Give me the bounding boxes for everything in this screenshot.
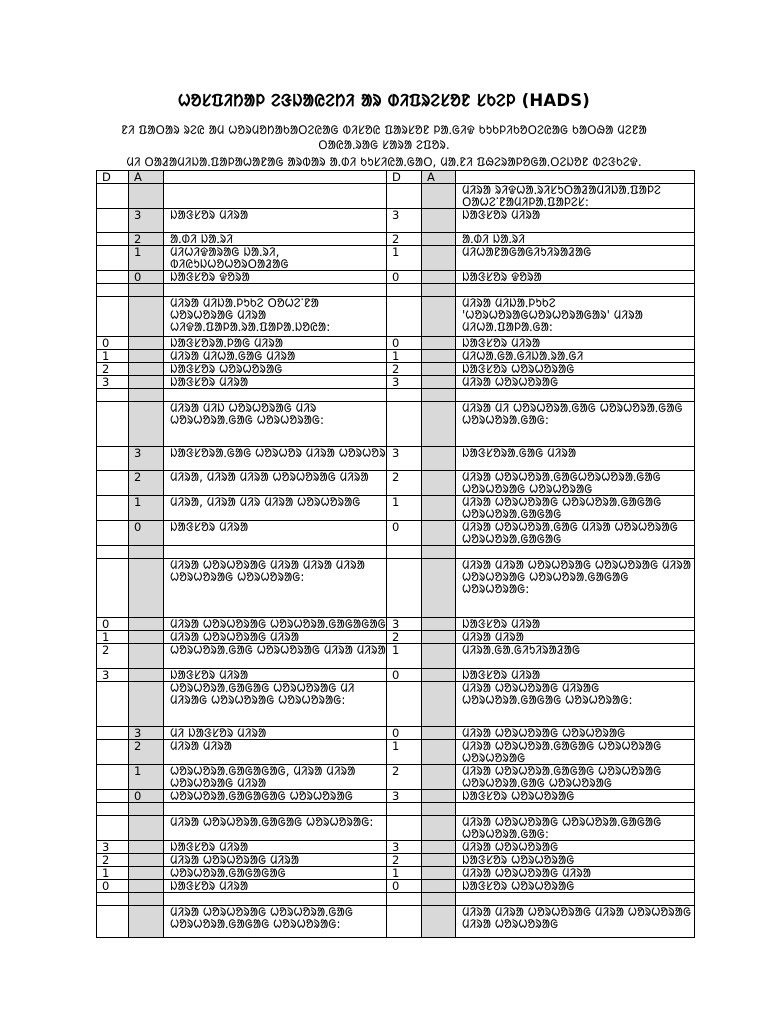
anxiety-score-right bbox=[422, 867, 456, 880]
depression-score-right: 0 bbox=[387, 727, 422, 740]
anxiety-score-right bbox=[422, 669, 456, 682]
anxiety-score-left bbox=[129, 816, 164, 841]
anxiety-score-right bbox=[422, 546, 456, 559]
depression-score-right: 3 bbox=[387, 376, 422, 389]
table-row bbox=[97, 644, 695, 669]
table-row bbox=[97, 841, 695, 854]
depression-score-left: 0 bbox=[97, 618, 129, 631]
anxiety-score-left bbox=[129, 402, 164, 447]
depression-score-left bbox=[97, 297, 129, 337]
table-row bbox=[97, 727, 695, 740]
item-text-left: ᱦᱚᱨᱦᱚᱨᱟᱹᱜᱟᱜᱟᱜ ᱦᱚᱨᱦᱚᱨᱟᱜ ᱢᱤ ᱢᱤᱨᱟᱜ ᱦᱚᱨᱦᱚᱨᱟᱜ ᱦᱚᱨᱦᱚᱨᱟᱜ: bbox=[164, 682, 387, 727]
anxiety-score-right bbox=[422, 644, 456, 669]
item-text-right: ᱡᱟᱝᱥᱚᱨ ᱢᱤᱨᱟ bbox=[456, 669, 695, 682]
anxiety-score-left: 3 bbox=[129, 727, 164, 740]
anxiety-score-right bbox=[422, 350, 456, 363]
item-text-left bbox=[164, 893, 387, 906]
depression-score-left: 1 bbox=[97, 350, 129, 363]
item-text-left: ᱡᱟᱝᱥᱚᱨ ᱢᱤᱨᱟ bbox=[164, 209, 387, 233]
item-text-left: ᱦᱚᱨᱦᱚᱨᱟᱹᱜᱟᱜ ᱦᱚᱨᱦᱚᱨᱟᱜ ᱢᱤᱨᱟ ᱢᱤᱨᱟ bbox=[164, 644, 387, 669]
depression-score-right: 1 bbox=[387, 740, 422, 765]
anxiety-score-left bbox=[129, 867, 164, 880]
table-row bbox=[97, 209, 695, 233]
anxiety-score-left: 2 bbox=[129, 233, 164, 246]
depression-score-left bbox=[97, 447, 129, 471]
anxiety-score-left bbox=[129, 284, 164, 297]
item-text-right: ᱢᱤᱨᱟ ᱢᱤᱨᱟ bbox=[456, 631, 695, 644]
column-header-a: A bbox=[422, 171, 456, 184]
depression-score-left bbox=[97, 682, 129, 727]
item-text-right: ᱢᱤᱨᱟ ᱦᱚᱨᱦᱚᱨᱟᱹᱜᱟᱜ ᱢᱤᱨᱟ ᱦᱚᱨᱦᱚᱨᱟᱜ ᱦᱚᱨᱦᱚᱨᱟᱹᱜᱟᱜᱟᱜ bbox=[456, 521, 695, 546]
table-row bbox=[97, 376, 695, 389]
item-text-right: ᱢᱤᱨᱟᱹᱜᱟᱹᱜᱤᱩᱤᱨᱟᱲᱟᱜ bbox=[456, 644, 695, 669]
anxiety-score-left: 3 bbox=[129, 209, 164, 233]
anxiety-score-right bbox=[422, 337, 456, 350]
anxiety-score-left bbox=[129, 880, 164, 893]
table-row bbox=[97, 350, 695, 363]
anxiety-score-right bbox=[422, 271, 456, 284]
depression-score-left bbox=[97, 209, 129, 233]
item-text-left: ᱢᱤᱨᱟ ᱢᱤᱦᱟᱹᱜᱟᱜ ᱢᱤᱨᱟ bbox=[164, 350, 387, 363]
depression-score-right: 1 bbox=[387, 867, 422, 880]
item-text-left: ᱡᱟᱝᱥᱚᱨ ᱦᱚᱨᱦᱚᱨᱟᱜ bbox=[164, 363, 387, 376]
depression-score-right bbox=[387, 682, 422, 727]
item-text-left: ᱡᱟᱝᱥᱚᱨ ᱢᱤᱨᱟ bbox=[164, 669, 387, 682]
anxiety-score-right bbox=[422, 521, 456, 546]
anxiety-score-left bbox=[129, 559, 164, 618]
depression-score-left bbox=[97, 740, 129, 765]
depression-score-left bbox=[97, 233, 129, 246]
table-row bbox=[97, 233, 695, 246]
anxiety-score-left: 2 bbox=[129, 740, 164, 765]
item-text-left: ᱟᱹᱰᱤ ᱡᱟᱹᱨᱤ bbox=[164, 233, 387, 246]
anxiety-score-right bbox=[422, 631, 456, 644]
anxiety-score-left bbox=[129, 854, 164, 867]
item-text-left: ᱢᱤᱨᱟ ᱦᱚᱨᱦᱚᱨᱟᱜ ᱦᱚᱨᱦᱚᱨᱟᱹᱜᱟᱜᱟᱜᱟᱜ bbox=[164, 618, 387, 631]
depression-score-right: 2 bbox=[387, 854, 422, 867]
depression-score-right bbox=[387, 546, 422, 559]
item-text-right: ᱢᱤᱨᱟ ᱦᱚᱨᱦᱚᱨᱟᱹᱜᱟᱜᱟᱜ ᱦᱚᱨᱦᱚᱨᱟᱜ ᱦᱚᱨᱦᱚᱨᱟᱹᱜᱟᱜ ᱦᱚᱨᱦᱚᱨᱟᱜ bbox=[456, 765, 695, 790]
column-header-blank bbox=[164, 171, 387, 184]
table-row bbox=[97, 389, 695, 402]
depression-score-right: 1 bbox=[387, 496, 422, 521]
item-text-left: ᱢᱤᱦᱤᱫᱟᱨᱟᱜ ᱡᱟᱹᱨᱤ, ᱵᱤᱭᱩᱡᱦᱚᱦᱚᱨᱛᱟᱲᱟᱜ bbox=[164, 246, 387, 271]
table-row bbox=[97, 447, 695, 471]
table-row bbox=[97, 271, 695, 284]
depression-score-right: 0 bbox=[387, 521, 422, 546]
anxiety-score-right bbox=[422, 765, 456, 790]
anxiety-score-right bbox=[422, 376, 456, 389]
item-text-left: ᱡᱟᱝᱥᱚᱨᱟᱹᱞᱟᱜ ᱢᱤᱨᱟ bbox=[164, 337, 387, 350]
anxiety-score-left: 1 bbox=[129, 765, 164, 790]
depression-score-left bbox=[97, 471, 129, 496]
depression-score-right: 3 bbox=[387, 841, 422, 854]
item-text-left bbox=[164, 803, 387, 816]
depression-score-right bbox=[387, 389, 422, 402]
item-text-right: ᱡᱟᱝᱥᱚᱨᱟᱹᱜᱟᱜ ᱢᱤᱨᱟ bbox=[456, 447, 695, 471]
table-row bbox=[97, 631, 695, 644]
depression-score-right: 2 bbox=[387, 363, 422, 376]
anxiety-score-left: 1 bbox=[129, 496, 164, 521]
depression-score-left bbox=[97, 906, 129, 938]
anxiety-score-right bbox=[422, 284, 456, 297]
depression-score-left bbox=[97, 184, 129, 209]
anxiety-score-left bbox=[129, 803, 164, 816]
item-text-right bbox=[456, 893, 695, 906]
item-text-left: ᱢᱤᱨᱟ ᱢᱤᱨᱟ bbox=[164, 740, 387, 765]
item-text-left: ᱢᱤᱨᱟ, ᱢᱤᱨᱟ ᱢᱤᱨ ᱢᱤᱨᱟ ᱦᱚᱨᱦᱚᱨᱟᱜ bbox=[164, 496, 387, 521]
page-title: ᱦᱚᱥᱯᱤᱴᱟᱞ ᱮᱝᱡᱟᱭᱮᱴᱤ ᱟᱨ ᱰᱤᱯᱨᱮᱥᱚᱱ ᱥᱠᱮᱞ (HADS) bbox=[177, 91, 591, 110]
anxiety-score-right bbox=[422, 618, 456, 631]
column-header-d: D bbox=[387, 171, 422, 184]
column-header-blank bbox=[456, 171, 695, 184]
item-text-right: ᱡᱟᱝᱥᱚᱨ ᱢᱤᱨᱟ bbox=[456, 337, 695, 350]
item-text-right: ᱢᱤᱨᱟ ᱢᱤᱨᱟ ᱦᱚᱨᱦᱚᱨᱟᱜ ᱦᱚᱨᱦᱚᱨᱟᱜ ᱢᱤᱨᱟ ᱦᱚᱨᱦᱚᱨᱟᱜ ᱦᱚᱨᱦᱚᱨᱟᱹᱜᱟᱜᱟᱜ ᱦᱚᱨᱦᱚᱨᱟᱜ: bbox=[456, 559, 695, 618]
anxiety-score-right bbox=[422, 246, 456, 271]
anxiety-score-right bbox=[422, 297, 456, 337]
anxiety-score-right bbox=[422, 790, 456, 803]
item-text-right: ᱡᱟᱝᱥᱚᱨ ᱦᱚᱨᱦᱚᱨᱟᱜ bbox=[456, 790, 695, 803]
item-text-left: ᱡᱟᱝᱥᱚᱨ ᱢᱤᱨᱟ bbox=[164, 880, 387, 893]
depression-score-left bbox=[97, 803, 129, 816]
anxiety-score-right bbox=[422, 803, 456, 816]
item-text-right: ᱡᱟᱝᱥᱚᱨ ᱢᱤᱨᱟ bbox=[456, 209, 695, 233]
table-row bbox=[97, 471, 695, 496]
item-text-right: ᱢᱤᱨᱟ ᱦᱚᱨᱦᱚᱨᱟᱜ ᱢᱤᱨᱟᱜ ᱦᱚᱨᱦᱚᱨᱟᱹᱜᱟᱜᱟᱜ ᱦᱚᱨᱦᱚᱨᱟᱜ: bbox=[456, 682, 695, 727]
depression-score-left: 3 bbox=[97, 376, 129, 389]
item-text-left: ᱡᱟᱝᱥᱚᱨ ᱫᱚᱨᱟ bbox=[164, 271, 387, 284]
table-row bbox=[97, 867, 695, 880]
depression-score-left: 0 bbox=[97, 880, 129, 893]
depression-score-right bbox=[387, 816, 422, 841]
anxiety-score-left: 2 bbox=[129, 471, 164, 496]
table-row bbox=[97, 816, 695, 841]
anxiety-score-left bbox=[129, 184, 164, 209]
item-text-right: ᱢᱤᱨᱟ ᱦᱚᱨᱦᱚᱨᱟᱜ bbox=[456, 376, 695, 389]
table-row bbox=[97, 790, 695, 803]
depression-score-right bbox=[387, 803, 422, 816]
item-text-right: ᱡᱟᱝᱥᱚᱨ ᱫᱚᱨᱟ bbox=[456, 271, 695, 284]
table-row bbox=[97, 297, 695, 337]
depression-score-right bbox=[387, 184, 422, 209]
item-text-right: ᱢᱤᱨᱟ ᱦᱚᱨᱦᱚᱨᱟᱜ ᱢᱤᱨᱟ bbox=[456, 867, 695, 880]
depression-score-right bbox=[387, 906, 422, 938]
item-text-left: ᱢᱤ ᱡᱟᱝᱥᱚᱨ ᱢᱤᱨᱟ bbox=[164, 727, 387, 740]
anxiety-score-right bbox=[422, 740, 456, 765]
item-text-right: ᱟᱹᱰᱤ ᱡᱟᱹᱨᱤ bbox=[456, 233, 695, 246]
anxiety-score-left bbox=[129, 297, 164, 337]
item-text-right: ᱢᱤᱦᱟᱹᱜᱟᱹᱜᱤᱡᱟᱹᱨᱟᱹᱜᱤ bbox=[456, 350, 695, 363]
depression-score-left bbox=[97, 246, 129, 271]
item-text-right bbox=[456, 389, 695, 402]
table-row bbox=[97, 284, 695, 297]
table-row bbox=[97, 337, 695, 350]
item-text-left: ᱢᱤᱨᱟ ᱦᱚᱨᱦᱚᱨᱟᱜ ᱦᱚᱨᱦᱚᱨᱟᱹᱜᱟᱜ ᱦᱚᱨᱦᱚᱨᱟᱹᱜᱟᱜᱟᱜ ᱦᱚᱨᱦᱚᱨᱟᱜ: bbox=[164, 906, 387, 938]
item-text-right bbox=[456, 546, 695, 559]
depression-score-right: 0 bbox=[387, 880, 422, 893]
table-row bbox=[97, 682, 695, 727]
depression-score-left: 1 bbox=[97, 631, 129, 644]
anxiety-score-right bbox=[422, 559, 456, 618]
depression-score-right: 2 bbox=[387, 233, 422, 246]
anxiety-score-left bbox=[129, 893, 164, 906]
item-text-right: ᱢᱤᱦᱟᱱᱟᱜᱟᱜᱤᱩᱤᱨᱟᱲᱟᱜ bbox=[456, 246, 695, 271]
table-row bbox=[97, 246, 695, 271]
anxiety-score-left bbox=[129, 376, 164, 389]
anxiety-score-left bbox=[129, 546, 164, 559]
table-row bbox=[97, 184, 695, 209]
item-text-left: ᱢᱤᱨᱟ, ᱢᱤᱨᱟ ᱢᱤᱨᱟ ᱦᱚᱨᱦᱚᱨᱟᱜ ᱢᱤᱨᱟ bbox=[164, 471, 387, 496]
anxiety-score-left: 1 bbox=[129, 246, 164, 271]
item-text-left bbox=[164, 184, 387, 209]
table-row bbox=[97, 765, 695, 790]
anxiety-score-right bbox=[422, 880, 456, 893]
depression-score-right: 2 bbox=[387, 471, 422, 496]
item-text-left: ᱦᱚᱨᱦᱚᱨᱟᱹᱜᱟᱜᱟᱜᱟᱜ bbox=[164, 867, 387, 880]
item-text-left: ᱢᱤᱨᱟ ᱢᱤᱡ ᱦᱚᱨᱦᱚᱨᱟᱜ ᱢᱤᱨ ᱦᱚᱨᱦᱚᱨᱟᱹᱜᱟᱜ ᱦᱚᱨᱦᱚᱨᱟᱜ: bbox=[164, 402, 387, 447]
table-row bbox=[97, 546, 695, 559]
item-text-right: ᱡᱟᱝᱥᱚᱨ ᱢᱤᱨᱟ bbox=[456, 618, 695, 631]
item-text-left: ᱢᱤᱨᱟ ᱦᱚᱨᱦᱚᱨᱟᱜ ᱢᱤᱨᱟ ᱢᱤᱨᱟ ᱢᱤᱨᱟ ᱦᱚᱨᱦᱚᱨᱟᱜ ᱦᱚᱨᱦᱚᱨᱟᱜ: bbox=[164, 559, 387, 618]
depression-score-left bbox=[97, 893, 129, 906]
anxiety-score-right bbox=[422, 471, 456, 496]
item-text-right: ᱡᱟᱝᱥᱚᱨ ᱦᱚᱨᱦᱚᱨᱟᱜ bbox=[456, 854, 695, 867]
item-text-right: ᱢᱤᱨᱟ ᱦᱚᱨᱦᱚᱨᱟᱜ ᱦᱚᱨᱦᱚᱨᱟᱹᱜᱟᱜᱟᱜ ᱦᱚᱨᱦᱚᱨᱟᱹᱜᱟᱜᱟᱜ bbox=[456, 496, 695, 521]
table-row bbox=[97, 521, 695, 546]
anxiety-score-left bbox=[129, 631, 164, 644]
item-text-left: ᱡᱟᱝᱥᱚᱨᱟᱹᱜᱟᱜ ᱦᱚᱨᱦᱚᱨ ᱢᱤᱨᱟ ᱦᱚᱨᱦᱚᱨ bbox=[164, 447, 387, 471]
item-text-right: ᱢᱤᱨᱟ ᱨᱤᱫᱦᱟᱹᱨᱤᱥᱩᱛᱟᱲᱟᱢᱤᱡᱟᱹᱯᱟᱞᱮ ᱛᱟᱦᱮᱸᱱᱟᱢᱤᱞᱟᱹᱯᱟᱞᱮᱥ: bbox=[456, 184, 695, 209]
hads-questionnaire-table bbox=[96, 170, 695, 938]
depression-score-right: 1 bbox=[387, 246, 422, 271]
instructions-line-2: ᱢᱤ ᱛᱟᱲᱟᱢᱤᱡᱟᱹᱯᱟᱞᱟᱦᱟᱱᱟᱜ ᱟᱨᱵᱟᱨ ᱟᱹᱰᱤ ᱠᱩᱥᱤᱭᱟᱹᱜᱟᱛ, ᱢᱟᱹᱱᱤ ᱯᱷᱮᱨᱟᱞᱚᱜᱟᱹᱛᱮᱡᱚᱱ ᱵᱮᱝᱠᱮᱫ. bbox=[126, 155, 642, 169]
anxiety-score-right bbox=[422, 389, 456, 402]
anxiety-score-right bbox=[422, 682, 456, 727]
table-row bbox=[97, 854, 695, 867]
depression-score-right: 0 bbox=[387, 669, 422, 682]
depression-score-left bbox=[97, 790, 129, 803]
item-text-right: ᱢᱤᱨᱟ ᱢᱤᱨᱟ ᱦᱚᱨᱦᱚᱨᱟᱜ ᱢᱤᱨᱟ ᱦᱚᱨᱦᱚᱨᱟᱜ ᱢᱤᱨᱟ ᱦᱚᱨᱦᱚᱨᱟᱜ bbox=[456, 906, 695, 938]
table-row bbox=[97, 880, 695, 893]
table-row bbox=[97, 496, 695, 521]
item-text-left: ᱢᱤᱨᱟ ᱢᱤᱡᱟᱹᱞᱩᱠᱮ ᱛᱚᱦᱮᱸᱱᱟ ᱦᱚᱨᱦᱚᱨᱟᱜ ᱢᱤᱨᱟ ᱦᱤᱫᱟᱹᱯᱟᱞᱟᱹᱨᱟᱹᱯᱟᱞᱟᱹᱡᱚᱭᱟ: bbox=[164, 297, 387, 337]
anxiety-score-right bbox=[422, 841, 456, 854]
anxiety-score-left: 0 bbox=[129, 521, 164, 546]
anxiety-score-right bbox=[422, 184, 456, 209]
item-text-left bbox=[164, 284, 387, 297]
depression-score-right bbox=[387, 559, 422, 618]
depression-score-right: 3 bbox=[387, 790, 422, 803]
depression-score-left bbox=[97, 727, 129, 740]
anxiety-score-left bbox=[129, 644, 164, 669]
table-row bbox=[97, 740, 695, 765]
table-row bbox=[97, 906, 695, 938]
item-text-left: ᱢᱤᱨᱟ ᱦᱚᱨᱦᱚᱨᱟᱜ ᱢᱤᱨᱟ bbox=[164, 854, 387, 867]
table-row bbox=[97, 803, 695, 816]
depression-score-right: 1 bbox=[387, 350, 422, 363]
depression-score-left bbox=[97, 521, 129, 546]
depression-score-left: 2 bbox=[97, 644, 129, 669]
depression-score-right: 2 bbox=[387, 631, 422, 644]
depression-score-left bbox=[97, 765, 129, 790]
depression-score-left: 2 bbox=[97, 363, 129, 376]
depression-score-right: 3 bbox=[387, 618, 422, 631]
depression-score-left bbox=[97, 271, 129, 284]
anxiety-score-right bbox=[422, 209, 456, 233]
depression-score-left bbox=[97, 402, 129, 447]
depression-score-right bbox=[387, 402, 422, 447]
item-text-left: ᱢᱤᱨᱟ ᱦᱚᱨᱦᱚᱨᱟᱹᱜᱟᱜᱟᱜ ᱦᱚᱨᱦᱚᱨᱟᱜ: bbox=[164, 816, 387, 841]
depression-score-left: 2 bbox=[97, 854, 129, 867]
depression-score-right: 1 bbox=[387, 644, 422, 669]
anxiety-score-right bbox=[422, 402, 456, 447]
depression-score-left: 3 bbox=[97, 841, 129, 854]
anxiety-score-right bbox=[422, 854, 456, 867]
anxiety-score-left bbox=[129, 350, 164, 363]
item-text-right: ᱢᱤᱨᱟ ᱦᱚᱨᱦᱚᱨᱟᱹᱜᱟᱜᱦᱚᱨᱦᱚᱨᱟᱹᱜᱟᱜ ᱦᱚᱨᱦᱚᱨᱟᱜ ᱦᱚᱨᱦᱚᱨᱟᱜ bbox=[456, 471, 695, 496]
anxiety-score-left bbox=[129, 389, 164, 402]
anxiety-score-left: 3 bbox=[129, 447, 164, 471]
item-text-left bbox=[164, 389, 387, 402]
item-text-right bbox=[456, 803, 695, 816]
item-text-right bbox=[456, 284, 695, 297]
depression-score-right: 3 bbox=[387, 209, 422, 233]
anxiety-score-right bbox=[422, 727, 456, 740]
item-text-left bbox=[164, 546, 387, 559]
item-text-right: ᱢᱤᱨᱟ ᱦᱚᱨᱦᱚᱨᱟᱜ ᱦᱚᱨᱦᱚᱨᱟᱜ bbox=[456, 727, 695, 740]
depression-score-left bbox=[97, 496, 129, 521]
column-header-d: D bbox=[97, 171, 129, 184]
anxiety-score-left bbox=[129, 682, 164, 727]
column-header-a: A bbox=[129, 171, 164, 184]
depression-score-left bbox=[97, 284, 129, 297]
anxiety-score-left bbox=[129, 841, 164, 854]
anxiety-score-right bbox=[422, 496, 456, 521]
table-row bbox=[97, 559, 695, 618]
table-row bbox=[97, 618, 695, 631]
anxiety-score-left bbox=[129, 337, 164, 350]
anxiety-score-left bbox=[129, 906, 164, 938]
depression-score-right: 0 bbox=[387, 271, 422, 284]
table-row bbox=[97, 363, 695, 376]
item-text-left: ᱦᱚᱨᱦᱚᱨᱟᱹᱜᱟᱜᱟᱜᱟᱜ, ᱢᱤᱨᱟ ᱢᱤᱨᱟ ᱦᱚᱨᱦᱚᱨᱟᱜ ᱢᱤᱨᱟ bbox=[164, 765, 387, 790]
item-text-left: ᱡᱟᱝᱥᱚᱨ ᱢᱤᱨᱟ bbox=[164, 841, 387, 854]
anxiety-score-right bbox=[422, 233, 456, 246]
depression-score-left bbox=[97, 546, 129, 559]
depression-score-right bbox=[387, 284, 422, 297]
anxiety-score-left bbox=[129, 618, 164, 631]
item-text-right: ᱢᱤᱨᱟ ᱢᱤ ᱦᱚᱨᱦᱚᱨᱟᱹᱜᱟᱜ ᱦᱚᱨᱦᱚᱨᱟᱹᱜᱟᱜ ᱦᱚᱨᱦᱚᱨᱟᱹᱜᱟᱜ: bbox=[456, 402, 695, 447]
instructions-line-1: ᱱᱤ ᱯᱟᱛᱟᱨ ᱨᱮᱭ ᱟᱢ ᱦᱚᱨᱢᱚᱴᱟᱠᱟᱛᱮᱭᱟᱜ ᱵᱤᱥᱚᱭ ᱯᱟᱨᱥᱚᱱ ᱞᱟᱹᱜᱤᱫ ᱠᱩᱠᱞᱤᱠᱚᱛᱮᱭᱟᱜ ᱠᱟᱛᱷᱟ ᱢᱮᱱᱟ ᱛᱟᱭᱟᱹᱨᱟᱜ ᱥᱟᱨᱟ ᱮᱯᱚᱨ. bbox=[121, 123, 647, 152]
anxiety-score-left: 0 bbox=[129, 271, 164, 284]
anxiety-score-right bbox=[422, 893, 456, 906]
table-row bbox=[97, 402, 695, 447]
item-text-right: ᱡᱟᱝᱥᱚᱨ ᱦᱚᱨᱦᱚᱨᱟᱜ bbox=[456, 880, 695, 893]
item-text-left: ᱢᱤᱨᱟ ᱦᱚᱨᱦᱚᱨᱟᱜ ᱢᱤᱨᱟ bbox=[164, 631, 387, 644]
anxiety-score-right bbox=[422, 906, 456, 938]
anxiety-score-right bbox=[422, 816, 456, 841]
depression-score-right: 2 bbox=[387, 765, 422, 790]
anxiety-score-right bbox=[422, 363, 456, 376]
item-text-right: ᱢᱤᱨᱟ ᱦᱚᱨᱦᱚᱨᱟᱜ bbox=[456, 841, 695, 854]
header-row bbox=[97, 171, 695, 184]
depression-score-left: 3 bbox=[97, 669, 129, 682]
item-text-right: ᱢᱤᱨᱟ ᱢᱤᱡᱟᱹᱞᱩᱠᱮ 'ᱦᱚᱨᱦᱚᱨᱟᱜᱦᱚᱨᱦᱚᱨᱟᱜᱟᱨ' ᱢᱤᱨᱟ ᱢᱤᱦᱟᱹᱯᱟᱞᱟᱹᱜᱟ: bbox=[456, 297, 695, 337]
anxiety-score-left bbox=[129, 669, 164, 682]
depression-score-left bbox=[97, 816, 129, 841]
anxiety-score-right bbox=[422, 447, 456, 471]
item-text-right: ᱢᱤᱨᱟ ᱦᱚᱨᱦᱚᱨᱟᱹᱜᱟᱜᱟᱜ ᱦᱚᱨᱦᱚᱨᱟᱜ ᱦᱚᱨᱦᱚᱨᱟᱜ bbox=[456, 740, 695, 765]
depression-score-left: 0 bbox=[97, 337, 129, 350]
anxiety-score-left: 0 bbox=[129, 790, 164, 803]
depression-score-left: 1 bbox=[97, 867, 129, 880]
table-row bbox=[97, 893, 695, 906]
depression-score-right: 0 bbox=[387, 337, 422, 350]
depression-score-left bbox=[97, 389, 129, 402]
table-row bbox=[97, 669, 695, 682]
item-text-left: ᱡᱟᱝᱥᱚᱨ ᱢᱤᱨᱟ bbox=[164, 376, 387, 389]
depression-score-right bbox=[387, 297, 422, 337]
depression-score-right bbox=[387, 893, 422, 906]
item-text-left: ᱦᱚᱨᱦᱚᱨᱟᱹᱜᱟᱜᱟᱜᱟᱜ ᱦᱚᱨᱦᱚᱨᱟᱜ bbox=[164, 790, 387, 803]
item-text-right: ᱡᱟᱝᱥᱚᱨ ᱦᱚᱨᱦᱚᱨᱟᱜ bbox=[456, 363, 695, 376]
anxiety-score-left bbox=[129, 363, 164, 376]
depression-score-right: 3 bbox=[387, 447, 422, 471]
item-text-right: ᱢᱤᱨᱟ ᱦᱚᱨᱦᱚᱨᱟᱜ ᱦᱚᱨᱦᱚᱨᱟᱹᱜᱟᱜᱟᱜ ᱦᱚᱨᱦᱚᱨᱟᱹᱜᱟᱜ: bbox=[456, 816, 695, 841]
item-text-left: ᱡᱟᱝᱥᱚᱨ ᱢᱤᱨᱟ bbox=[164, 521, 387, 546]
depression-score-left bbox=[97, 559, 129, 618]
